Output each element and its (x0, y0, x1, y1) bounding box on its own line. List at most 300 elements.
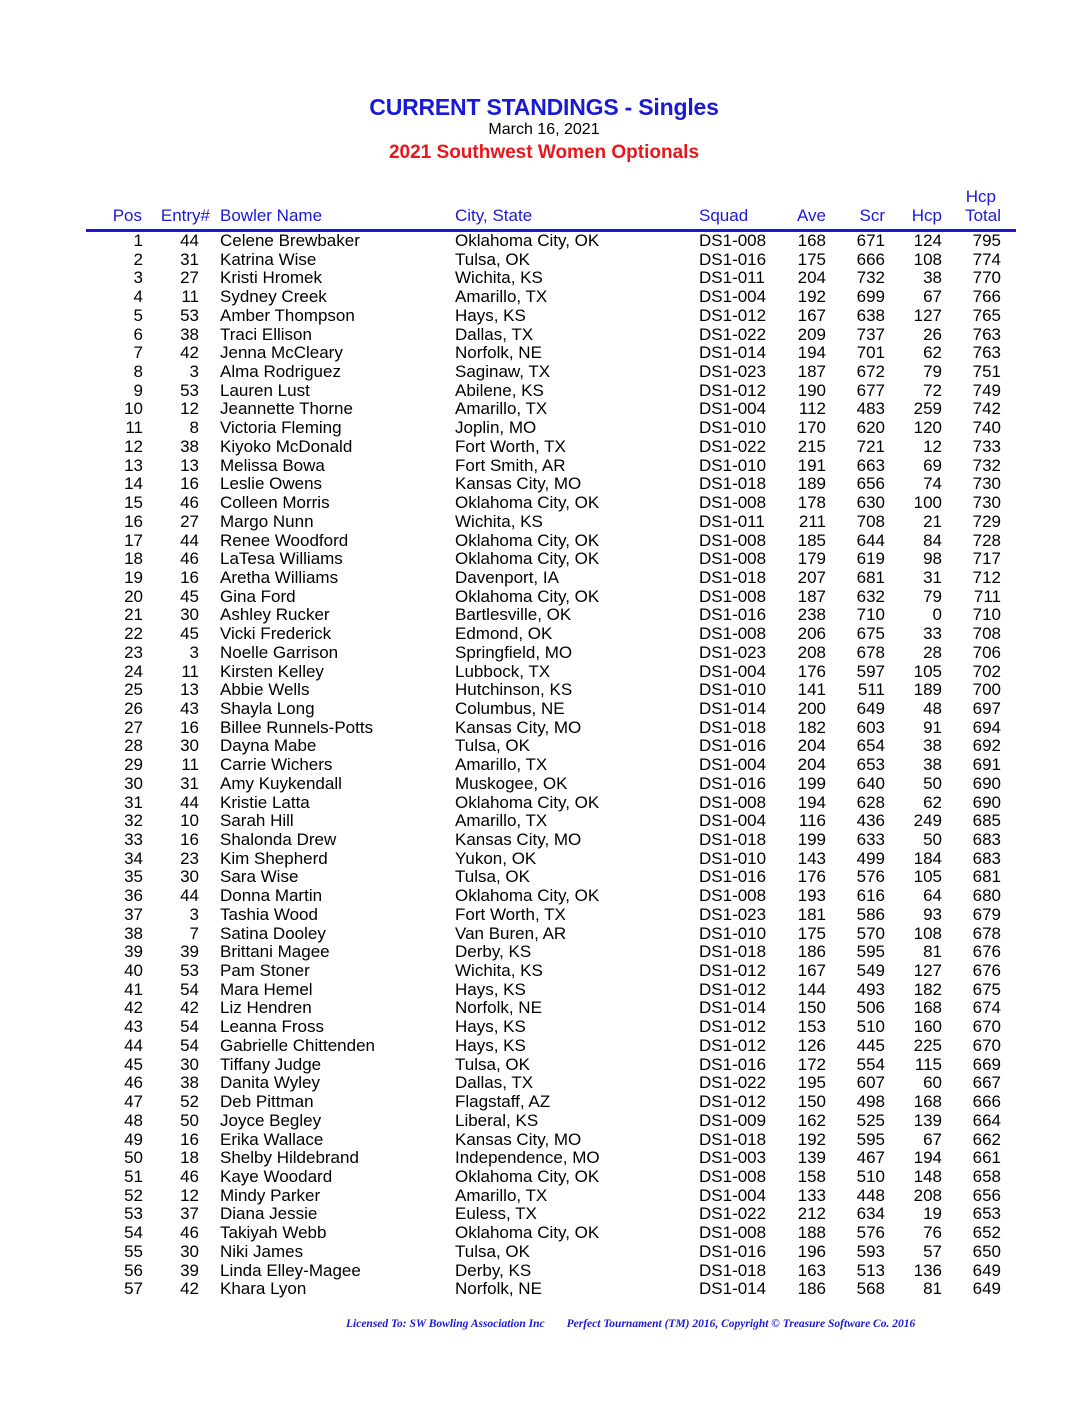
row-bowler-name: Deb Pittman (220, 1092, 314, 1112)
row-city-state: Kansas City, MO (455, 717, 582, 737)
row-handicap: 38 (923, 755, 942, 775)
row-entry: 30 (180, 1241, 199, 1261)
row-squad: DS1-011 (699, 511, 765, 531)
row-average: 188 (797, 1223, 826, 1243)
row-bowler-name: Sarah Hill (220, 811, 294, 831)
table-row (0, 1224, 1088, 1243)
row-squad: DS1-008 (699, 530, 767, 550)
row-handicap: 139 (913, 1110, 942, 1130)
row-handicap: 50 (923, 773, 942, 793)
row-total: 700 (972, 680, 1001, 700)
row-pos: 19 (124, 567, 143, 587)
row-entry: 18 (180, 1148, 199, 1168)
table-row (0, 232, 1088, 251)
row-bowler-name: Amy Kuykendall (220, 773, 342, 793)
row-squad: DS1-008 (699, 493, 767, 513)
row-city-state: Springfield, MO (455, 642, 573, 662)
row-entry: 53 (180, 961, 199, 981)
row-squad: DS1-023 (699, 362, 767, 382)
row-total: 717 (972, 549, 1001, 569)
row-average: 167 (797, 305, 826, 325)
row-pos: 50 (124, 1148, 143, 1168)
row-bowler-name: Dayna Mabe (220, 736, 317, 756)
row-handicap: 108 (913, 923, 942, 943)
row-squad: DS1-008 (699, 586, 767, 606)
row-bowler-name: Melissa Bowa (220, 455, 325, 475)
row-squad: DS1-016 (699, 605, 767, 625)
row-total: 728 (972, 530, 1001, 550)
row-handicap: 50 (923, 830, 942, 849)
row-scratch: 663 (856, 455, 885, 475)
row-entry: 10 (180, 811, 199, 831)
row-entry: 3 (189, 642, 199, 662)
col-name: Bowler Name (220, 206, 323, 225)
row-handicap: 194 (913, 1148, 942, 1168)
tournament-name: 2021 Southwest Women Optionals (388, 142, 700, 163)
row-entry: 42 (180, 343, 199, 363)
row-entry: 13 (180, 455, 199, 475)
row-scratch: 737 (856, 324, 885, 344)
row-handicap: 0 (932, 605, 942, 625)
row-total: 670 (972, 1035, 1001, 1055)
table-row (0, 999, 1088, 1018)
row-entry: 44 (180, 530, 199, 550)
row-total: 691 (972, 755, 1001, 775)
table-row (0, 606, 1088, 625)
row-average: 187 (797, 362, 826, 382)
row-total: 664 (972, 1110, 1001, 1130)
row-entry: 42 (180, 1279, 199, 1299)
table-row (0, 775, 1088, 794)
row-entry: 8 (189, 418, 199, 438)
table-row (0, 831, 1088, 850)
row-city-state: Columbus, NE (455, 698, 565, 718)
row-total: 683 (972, 848, 1001, 868)
row-pos: 55 (124, 1241, 143, 1261)
row-total: 763 (972, 324, 1001, 344)
row-bowler-name: Aretha Williams (220, 567, 339, 587)
row-entry: 46 (180, 1166, 199, 1186)
table-row (0, 326, 1088, 345)
row-squad: DS1-009 (699, 1110, 767, 1130)
table-row (0, 1280, 1088, 1299)
row-pos: 1 (133, 231, 143, 250)
row-scratch: 448 (856, 1185, 885, 1205)
row-squad: DS1-018 (699, 717, 767, 737)
table-row (0, 344, 1088, 363)
table-row (0, 943, 1088, 962)
row-city-state: Oklahoma City, OK (455, 1223, 600, 1243)
row-scratch: 619 (856, 549, 885, 569)
row-bowler-name: Gina Ford (220, 586, 296, 606)
row-handicap: 259 (913, 399, 942, 419)
row-city-state: Muskogee, OK (455, 773, 568, 793)
row-total: 712 (972, 567, 1001, 587)
report-date: March 16, 2021 (488, 121, 600, 138)
row-squad: DS1-004 (699, 399, 767, 419)
row-handicap: 168 (913, 1092, 942, 1112)
row-squad: DS1-012 (699, 979, 767, 999)
row-bowler-name: Carrie Wichers (220, 755, 333, 775)
row-entry: 16 (180, 830, 199, 849)
row-city-state: Davenport, IA (455, 567, 559, 587)
table-row (0, 1018, 1088, 1037)
row-total: 729 (972, 511, 1001, 531)
row-entry: 45 (180, 586, 199, 606)
row-average: 186 (797, 942, 826, 962)
row-bowler-name: Liz Hendren (220, 998, 312, 1018)
row-city-state: Norfolk, NE (455, 343, 542, 363)
row-scratch: 483 (856, 399, 885, 419)
row-total: 740 (972, 418, 1001, 438)
row-pos: 29 (124, 755, 143, 775)
row-squad: DS1-012 (699, 380, 767, 400)
license-text: Licensed To: SW Bowling Association Inc (346, 1318, 545, 1330)
row-city-state: Derby, KS (455, 942, 532, 962)
table-row (0, 438, 1088, 457)
row-scratch: 649 (856, 698, 885, 718)
row-handicap: 62 (923, 343, 942, 363)
row-squad: DS1-014 (699, 698, 767, 718)
row-total: 763 (972, 343, 1001, 363)
row-pos: 37 (124, 904, 143, 924)
row-bowler-name: Katrina Wise (220, 249, 317, 269)
row-city-state: Abilene, KS (455, 380, 544, 400)
table-row (0, 1205, 1088, 1224)
row-pos: 6 (133, 324, 143, 344)
row-bowler-name: Niki James (220, 1241, 304, 1261)
row-total: 674 (972, 998, 1001, 1018)
row-handicap: 182 (913, 979, 942, 999)
row-average: 112 (798, 399, 826, 419)
row-scratch: 593 (856, 1241, 885, 1261)
table-row (0, 1243, 1088, 1262)
row-city-state: Oklahoma City, OK (455, 231, 600, 250)
row-handicap: 184 (913, 848, 942, 868)
row-squad: DS1-010 (699, 680, 767, 700)
row-entry: 44 (180, 886, 199, 906)
row-total: 656 (972, 1185, 1001, 1205)
row-total: 697 (972, 698, 1001, 718)
row-bowler-name: Pam Stoner (220, 961, 310, 981)
row-squad: DS1-008 (699, 231, 767, 250)
row-city-state: Tulsa, OK (455, 1241, 530, 1261)
row-bowler-name: Kaye Woodard (220, 1166, 333, 1186)
row-average: 196 (797, 1241, 826, 1261)
row-scratch: 677 (856, 380, 885, 400)
row-bowler-name: LaTesa Williams (220, 549, 343, 569)
row-average: 208 (797, 642, 826, 662)
row-entry: 30 (180, 1054, 199, 1074)
row-average: 181 (797, 904, 826, 924)
row-handicap: 136 (913, 1260, 942, 1280)
row-handicap: 38 (923, 736, 942, 756)
row-city-state: Bartlesville, OK (455, 605, 572, 625)
row-city-state: Hutchinson, KS (455, 680, 573, 700)
row-scratch: 568 (856, 1279, 885, 1299)
row-total: 652 (972, 1223, 1001, 1243)
col-squad: Squad (699, 206, 749, 225)
row-total: 708 (972, 624, 1001, 644)
row-squad: DS1-008 (699, 792, 767, 812)
table-row (0, 1074, 1088, 1093)
table-row (0, 588, 1088, 607)
page-title: CURRENT STANDINGS - Singles (369, 94, 719, 120)
row-total: 653 (972, 1204, 1001, 1224)
row-average: 175 (797, 249, 826, 269)
row-entry: 11 (181, 661, 199, 681)
row-pos: 39 (124, 942, 143, 962)
row-total: 770 (972, 268, 1001, 288)
row-scratch: 576 (856, 867, 885, 887)
table-row (0, 532, 1088, 551)
row-squad: DS1-018 (699, 1129, 767, 1149)
row-handicap: 127 (913, 961, 942, 981)
row-pos: 34 (124, 848, 143, 868)
row-bowler-name: Donna Martin (220, 886, 323, 906)
row-squad: DS1-012 (699, 305, 767, 325)
row-pos: 17 (124, 530, 143, 550)
row-entry: 12 (180, 399, 199, 419)
row-total: 710 (972, 605, 1001, 625)
row-pos: 53 (124, 1204, 143, 1224)
row-total: 666 (972, 1092, 1001, 1112)
table-row (0, 887, 1088, 906)
row-entry: 50 (180, 1110, 199, 1130)
row-squad: DS1-018 (699, 830, 767, 849)
row-scratch: 710 (856, 605, 885, 625)
row-entry: 38 (180, 324, 199, 344)
row-total: 649 (972, 1260, 1001, 1280)
table-row (0, 625, 1088, 644)
row-squad: DS1-003 (699, 1148, 767, 1168)
row-entry: 54 (180, 1035, 199, 1055)
table-row (0, 737, 1088, 756)
row-average: 150 (797, 1092, 826, 1112)
row-bowler-name: Tiffany Judge (220, 1054, 322, 1074)
row-handicap: 100 (913, 493, 942, 513)
row-average: 192 (797, 287, 826, 307)
row-bowler-name: Diana Jessie (220, 1204, 318, 1224)
row-city-state: Oklahoma City, OK (455, 549, 600, 569)
row-average: 212 (797, 1204, 826, 1224)
row-entry: 16 (180, 1129, 199, 1149)
row-average: 199 (797, 830, 826, 849)
row-city-state: Wichita, KS (455, 511, 543, 531)
row-bowler-name: Traci Ellison (220, 324, 312, 344)
row-bowler-name: Kristi Hromek (220, 268, 323, 288)
row-average: 139 (797, 1148, 826, 1168)
row-squad: DS1-004 (699, 287, 767, 307)
row-scratch: 681 (856, 567, 885, 587)
table-row (0, 288, 1088, 307)
row-pos: 8 (133, 362, 143, 382)
table-row (0, 1262, 1088, 1281)
row-pos: 36 (124, 886, 143, 906)
row-entry: 31 (180, 249, 199, 269)
table-row (0, 850, 1088, 869)
row-handicap: 81 (923, 1279, 942, 1299)
row-average: 209 (797, 324, 826, 344)
row-pos: 56 (124, 1260, 143, 1280)
row-scratch: 506 (856, 998, 885, 1018)
row-handicap: 189 (913, 680, 942, 700)
row-entry: 23 (180, 848, 199, 868)
row-entry: 11 (181, 287, 199, 307)
row-total: 670 (972, 1017, 1001, 1037)
row-city-state: Kansas City, MO (455, 830, 582, 849)
row-pos: 23 (124, 642, 143, 662)
row-total: 774 (972, 249, 1001, 269)
row-average: 238 (797, 605, 826, 625)
row-average: 204 (797, 268, 826, 288)
row-squad: DS1-010 (699, 455, 767, 475)
row-squad: DS1-008 (699, 1166, 767, 1186)
row-bowler-name: Lauren Lust (220, 380, 310, 400)
row-city-state: Amarillo, TX (455, 811, 548, 831)
footer (346, 1318, 915, 1330)
row-city-state: Hays, KS (455, 979, 526, 999)
row-average: 162 (797, 1110, 826, 1130)
row-squad: DS1-004 (699, 1185, 767, 1205)
row-average: 178 (797, 493, 826, 513)
row-city-state: Derby, KS (455, 1260, 532, 1280)
row-average: 182 (797, 717, 826, 737)
row-squad: DS1-014 (699, 998, 767, 1018)
row-squad: DS1-011 (699, 268, 765, 288)
row-pos: 2 (133, 249, 143, 269)
row-entry: 12 (180, 1185, 199, 1205)
row-city-state: Amarillo, TX (455, 287, 548, 307)
col-pos: Pos (112, 206, 142, 225)
row-pos: 14 (124, 474, 143, 494)
row-handicap: 105 (913, 867, 942, 887)
col-scr: Scr (859, 206, 885, 225)
row-bowler-name: Shelby Hildebrand (220, 1148, 359, 1168)
row-scratch: 678 (856, 642, 885, 662)
row-city-state: Tulsa, OK (455, 249, 530, 269)
row-city-state: Lubbock, TX (455, 661, 551, 681)
row-handicap: 124 (913, 231, 942, 250)
row-average: 170 (797, 418, 826, 438)
row-total: 676 (972, 942, 1001, 962)
row-total: 690 (972, 792, 1001, 812)
row-scratch: 699 (856, 287, 885, 307)
table-row (0, 1056, 1088, 1075)
row-bowler-name: Colleen Morris (220, 493, 330, 513)
row-pos: 4 (133, 287, 143, 307)
table-row (0, 906, 1088, 925)
row-average: 185 (797, 530, 826, 550)
row-squad: DS1-016 (699, 773, 767, 793)
row-scratch: 654 (856, 736, 885, 756)
row-handicap: 249 (913, 811, 942, 831)
row-handicap: 26 (923, 324, 942, 344)
table-row (0, 663, 1088, 682)
row-scratch: 630 (856, 493, 885, 513)
table-row (0, 794, 1088, 813)
row-scratch: 595 (856, 1129, 885, 1149)
row-scratch: 499 (856, 848, 885, 868)
row-bowler-name: Linda Elley-Magee (220, 1260, 361, 1280)
row-bowler-name: Billee Runnels-Potts (220, 717, 374, 737)
row-pos: 28 (124, 736, 143, 756)
row-handicap: 60 (923, 1073, 942, 1093)
row-city-state: Wichita, KS (455, 268, 543, 288)
table-row (0, 1112, 1088, 1131)
row-pos: 22 (124, 624, 143, 644)
row-entry: 46 (180, 1223, 199, 1243)
row-city-state: Dallas, TX (455, 324, 534, 344)
row-handicap: 105 (913, 661, 942, 681)
row-handicap: 76 (923, 1223, 942, 1243)
row-entry: 30 (180, 867, 199, 887)
row-bowler-name: Danita Wyley (220, 1073, 320, 1093)
table-row (0, 363, 1088, 382)
row-scratch: 666 (856, 249, 885, 269)
row-squad: DS1-010 (699, 848, 767, 868)
row-handicap: 160 (913, 1017, 942, 1037)
row-total: 690 (972, 773, 1001, 793)
table-row (0, 494, 1088, 513)
row-handicap: 108 (913, 249, 942, 269)
row-scratch: 554 (856, 1054, 885, 1074)
row-entry: 3 (189, 904, 199, 924)
row-scratch: 653 (856, 755, 885, 775)
row-squad: DS1-008 (699, 549, 767, 569)
row-handicap: 98 (923, 549, 942, 569)
col-ave: Ave (797, 206, 826, 225)
row-pos: 52 (124, 1185, 143, 1205)
row-squad: DS1-004 (699, 755, 767, 775)
row-total: 649 (972, 1279, 1001, 1299)
row-squad: DS1-004 (699, 811, 767, 831)
row-pos: 27 (124, 717, 143, 737)
row-scratch: 467 (856, 1148, 885, 1168)
row-scratch: 570 (856, 923, 885, 943)
row-handicap: 148 (913, 1166, 942, 1186)
table-row (0, 925, 1088, 944)
table-row (0, 513, 1088, 532)
row-pos: 18 (124, 549, 143, 569)
row-squad: DS1-014 (699, 343, 767, 363)
row-pos: 11 (125, 418, 143, 438)
row-city-state: Fort Worth, TX (455, 904, 566, 924)
row-bowler-name: Jeannette Thorne (220, 399, 353, 419)
row-squad: DS1-016 (699, 867, 767, 887)
row-total: 676 (972, 961, 1001, 981)
col-total-top: Hcp (965, 187, 996, 206)
col-city: City, State (455, 206, 533, 225)
row-handicap: 21 (923, 511, 942, 531)
row-bowler-name: Shalonda Drew (220, 830, 337, 849)
row-bowler-name: Leslie Owens (220, 474, 323, 494)
table-row (0, 962, 1088, 981)
row-bowler-name: Kirsten Kelley (220, 661, 324, 681)
row-scratch: 616 (856, 886, 885, 906)
row-average: 153 (797, 1017, 826, 1037)
row-total: 742 (972, 399, 1001, 419)
row-average: 189 (797, 474, 826, 494)
row-scratch: 576 (856, 1223, 885, 1243)
row-city-state: Hays, KS (455, 1017, 526, 1037)
row-city-state: Hays, KS (455, 305, 526, 325)
table-row (0, 1131, 1088, 1150)
row-pos: 47 (124, 1092, 143, 1112)
row-city-state: Edmond, OK (455, 624, 553, 644)
row-city-state: Amarillo, TX (455, 1185, 548, 1205)
row-squad: DS1-023 (699, 904, 767, 924)
